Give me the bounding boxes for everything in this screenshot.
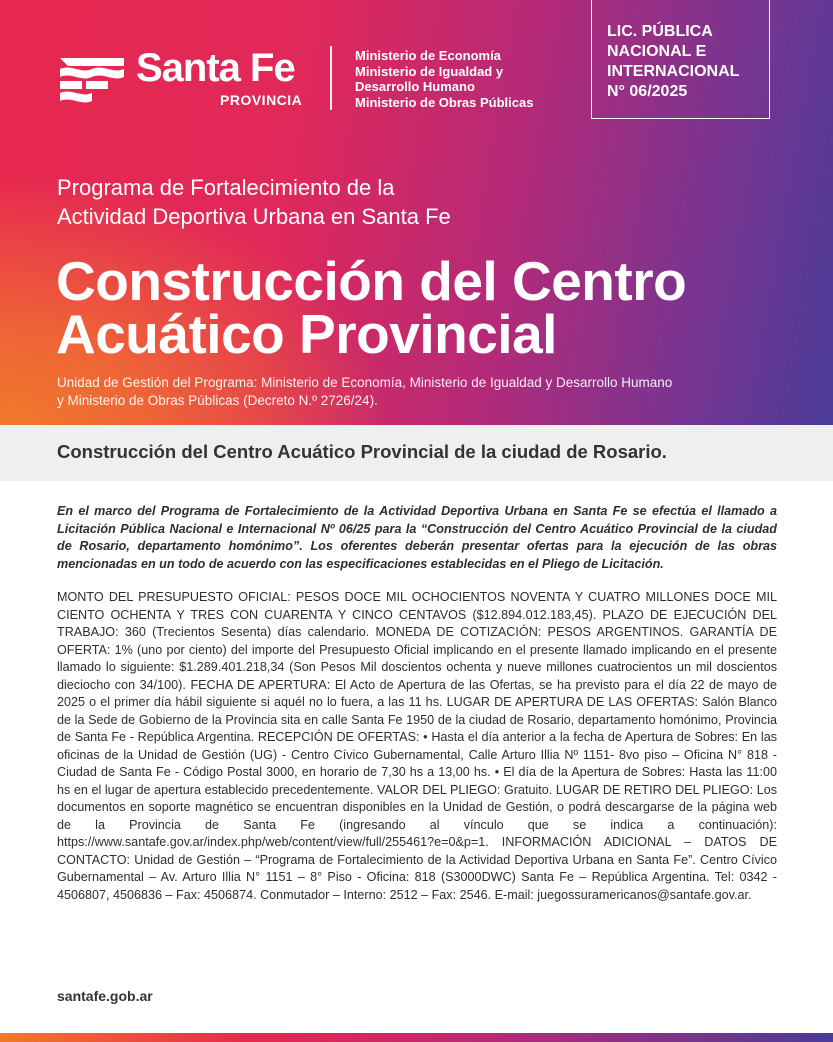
management-unit-line: Unidad de Gestión del Programa: Ministerio de Economía, Ministerio de Igualdad y Desarrollo Humano — [57, 375, 673, 390]
licitacion-badge-line: LIC. PÚBLICA — [607, 23, 713, 40]
page-title-line: Acuático Provincial — [56, 303, 557, 365]
licitacion-badge-line: N° 06/2025 — [607, 83, 688, 100]
ministry-line: Desarrollo Humano — [355, 79, 475, 94]
program-name-line: Programa de Fortalecimiento de la — [57, 175, 395, 200]
licitacion-badge-line: INTERNACIONAL — [607, 63, 740, 80]
intro-paragraph: En el marco del Programa de Fortalecimiento de la Actividad Deportiva Urbana en Santa Fe se efectúa el llamado a Licitación Pública Nacional e Internacional Nº 06/25 para la “Construcción del Centro Acuático Provincial de la ciudad de Rosario, departamento homónimo”. Los oferentes deberán presentar ofertas para la ejecución de las obras mencionadas en un todo de acuerdo con las especificaciones establecidas en el Pliego de Licitación. — [57, 504, 777, 571]
subheader-band — [0, 425, 833, 481]
santa-fe-logo[interactable] — [58, 48, 308, 110]
santa-fe-flag-logo-icon — [58, 54, 128, 111]
licitacion-badge-line: NACIONAL E — [607, 43, 707, 60]
logo-divider — [330, 46, 332, 110]
subheader-title: Construcción del Centro Acuático Provincial de la ciudad de Rosario. — [57, 441, 667, 462]
page-title-line: Construcción del Centro — [56, 250, 687, 312]
logo-wordmark: Santa Fe — [136, 46, 295, 90]
management-unit-line: y Ministerio de Obras Públicas (Decreto N.º 2726/24). — [57, 393, 378, 408]
program-name — [57, 173, 451, 231]
page-title — [56, 250, 687, 365]
management-unit-text — [57, 374, 672, 410]
program-name-line: Actividad Deportiva Urbana en Santa Fe — [57, 204, 451, 229]
ministry-line: Ministerio de Igualdad y — [355, 63, 504, 79]
footer-gradient-bar — [0, 1033, 833, 1042]
notice-content — [57, 503, 777, 904]
footer-website-link[interactable]: santafe.gob.ar — [57, 988, 153, 1004]
logo-subtitle: PROVINCIA — [220, 92, 303, 108]
ministry-line: Ministerio de Obras Públicas — [355, 94, 534, 110]
licitacion-badge — [591, 0, 770, 119]
ministries-list — [355, 48, 533, 110]
details-paragraph: MONTO DEL PRESUPUESTO OFICIAL: PESOS DOCE MIL OCHOCIENTOS NOVENTA Y CUATRO MILLONES DOCE MIL CIENTO OCHENTA Y TRES CON CUARENTA Y CINCO CENTAVOS ($12.894.012.183,45). PLAZO DE EJECUCIÓN DEL TRABAJO: 360 (Trecientos Sesenta) días calendario. MONEDA DE COTIZACIÓN: PESOS ARGENTINOS. GARANTÍA DE OFERTA: 1% (uno por ciento) del importe del Presupuesto Oficial implicando en el presente llamado implicando en el presente llamado lo siguiente: $1.289.401.218,34 (Son Pesos Mil doscientos ochenta y nueve millones cuatrocientos un mil doscientos dieciocho con 34/100). FECHA DE APERTURA: El Acto de Apertura de las Ofertas, se ha previsto para el día 22 de mayo de 2025 o el primer día hábil siguiente si aquél no lo fuera, a las 11 hs. LUGAR DE APERTURA DE LAS OFERTAS: Salón Blanco de la Sede de Gobierno de la Provincia sita en calle Santa Fe 1950 de la ciudad de Rosario, departamento homónimo, Provincia de Santa Fe - República Argentina. RECEPCIÓN DE OFERTAS: • Hasta el día anterior a la fecha de Apertura de Sobres: En las oficinas de la Unidad de Gestión (UG) - Centro Cívico Gubernamental, Calle Arturo Illia Nº 1151- 8vo piso – Oficina N° 818 - Ciudad de Santa Fe - Código Postal 3000, en horario de 7,30 hs a 13,00 hs. • El día de la Apertura de Sobres: Hasta las 11:00 hs en el lugar de apertura establecido precedentemente. VALOR DEL PLIEGO: Gratuito. LUGAR DE RETIRO DEL PLIEGO: Los documentos en soporte magnético se encuentran disponibles en la Unidad de Gestión, o podrá descargarse de la página web de la Provincia de Santa Fe (ingresando al vínculo que se indica a continuación): https://www.santafe.gov.ar/index.php/web/content/view/full/255461?e=0&p=1. INFORMACIÓN ADICIONAL – DATOS DE CONTACTO: Unidad de Gestión – “Programa de Fortalecimiento de la Actividad Deportiva Urbana en Santa Fe”. Centro Cívico Gubernamental – Av. Arturo Illia N° 1151 – 8° Piso - Oficina: 818 (S3000DWC) Santa Fe – República Argentina. Tel: 0342 - 4506807, 4506836 – Fax: 4506874. Conmutador – Interno: 2512 – Fax: 2546. E-mail: juegossuramericanos@santafe.gov.ar. — [57, 590, 777, 902]
ministry-line: Ministerio de Economía — [355, 48, 501, 63]
header-banner — [0, 0, 833, 425]
